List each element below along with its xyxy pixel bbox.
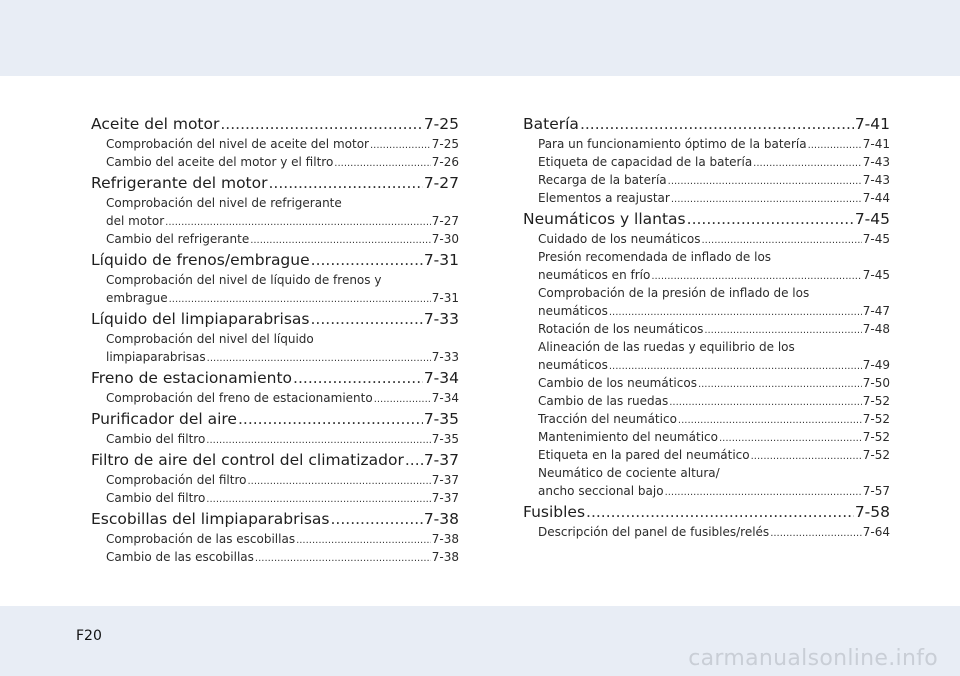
- toc-section-heading[interactable]: [91, 410, 459, 432]
- toc-entry-title: Cambio de las escobillas: [106, 550, 254, 564]
- toc-entry-text: Comprobación de la presión de inflado de los: [538, 286, 810, 300]
- toc-page-number: 7-45: [854, 210, 890, 228]
- toc-entry-title: neumáticos en frío: [538, 268, 651, 282]
- dot-leader: [702, 235, 862, 246]
- dot-leader: [678, 415, 862, 426]
- toc-entry-title: Comprobación del filtro: [106, 473, 247, 487]
- toc-page-number: 7-34: [423, 369, 459, 387]
- toc-entry-title: Mantenimiento del neumático: [538, 430, 718, 444]
- toc-entry-title: Cambio del filtro: [106, 491, 206, 505]
- toc-entry-title: del motor: [106, 214, 165, 228]
- toc-page-number: 7-45: [862, 232, 890, 246]
- toc-section-heading[interactable]: [91, 174, 459, 196]
- toc-page-number: 7-52: [862, 448, 890, 462]
- toc-page-number: 7-41: [862, 137, 890, 151]
- dot-leader: [698, 379, 862, 390]
- toc-entry-title: Freno de estacionamiento: [91, 369, 293, 387]
- dot-leader: [651, 271, 861, 282]
- toc-entry-title: ancho seccional bajo: [538, 484, 664, 498]
- dot-leader: [405, 451, 423, 469]
- toc-section-heading[interactable]: [91, 310, 459, 332]
- dot-leader: [207, 353, 431, 364]
- toc-section-heading[interactable]: [91, 369, 459, 391]
- toc-entry-title: Comprobación de las escobillas: [106, 532, 296, 546]
- dot-leader: [687, 210, 854, 228]
- toc-page-number: 7-41: [854, 115, 890, 133]
- toc-page-number: 7-38: [423, 510, 459, 528]
- toc-entry-title: Cuidado de los neumáticos: [538, 232, 701, 246]
- toc-entry-title: Elementos a reajustar: [538, 191, 670, 205]
- toc-page-number: 7-33: [423, 310, 459, 328]
- toc-entry[interactable]: [91, 550, 459, 568]
- dot-leader: [370, 140, 431, 151]
- toc-entry[interactable]: [523, 137, 890, 155]
- toc-page-number: 7-52: [862, 430, 890, 444]
- toc-entry-title: neumáticos: [538, 304, 608, 318]
- dot-leader: [311, 251, 423, 269]
- dot-leader: [206, 494, 430, 505]
- toc-entry[interactable]: [91, 291, 459, 309]
- toc-page-number: 7-58: [854, 503, 890, 521]
- dot-leader: [169, 294, 431, 305]
- toc-page-number: 7-47: [862, 304, 890, 318]
- toc-page-number: 7-43: [862, 173, 890, 187]
- toc-page-number: 7-33: [431, 350, 459, 364]
- toc-entry-title: Cambio de las ruedas: [538, 394, 669, 408]
- toc-entry-title: Cambio del aceite del motor y el filtro: [106, 155, 334, 169]
- toc-entry[interactable]: [523, 304, 890, 322]
- toc-page-number: 7-26: [431, 155, 459, 169]
- page-number: F20: [76, 628, 102, 644]
- toc-page-number: 7-49: [862, 358, 890, 372]
- dot-leader: [668, 176, 862, 187]
- toc-entry[interactable]: [91, 391, 459, 409]
- toc-entry[interactable]: [91, 232, 459, 250]
- dot-leader: [580, 115, 854, 133]
- toc-page-number: 7-31: [431, 291, 459, 305]
- toc-page-number: 7-35: [431, 432, 459, 446]
- toc-entry-title: Cambio de los neumáticos: [538, 376, 697, 390]
- toc-entry[interactable]: [91, 350, 459, 368]
- toc-entry-title: Filtro de aire del control del climatizador: [91, 451, 404, 469]
- toc-entry-title: Etiqueta de capacidad de la batería: [538, 155, 753, 169]
- toc-page-number: 7-27: [431, 214, 459, 228]
- toc-section-heading[interactable]: [91, 251, 459, 273]
- toc-entry-text: Presión recomendada de inflado de los: [538, 250, 772, 264]
- dot-leader: [330, 510, 422, 528]
- toc-entry[interactable]: [91, 473, 459, 491]
- toc-entry-title: embrague: [106, 291, 168, 305]
- toc-entry-title: Neumáticos y llantas: [523, 210, 686, 228]
- toc-section-heading[interactable]: [523, 115, 890, 137]
- toc-entry[interactable]: [523, 358, 890, 376]
- toc-entry-title: Descripción del panel de fusibles/relés: [538, 525, 770, 539]
- toc-entry-title: Cambio del refrigerante: [106, 232, 250, 246]
- dot-leader: [770, 528, 862, 539]
- toc-page-number: 7-30: [431, 232, 459, 246]
- toc-entry-title: Para un funcionamiento óptimo de la batería: [538, 137, 807, 151]
- dot-leader: [250, 235, 431, 246]
- toc-entry-title: Cambio del filtro: [106, 432, 206, 446]
- toc-entry-title: Líquido del limpiaparabrisas: [91, 310, 310, 328]
- toc-entry[interactable]: [523, 232, 890, 250]
- toc-page-number: 7-57: [862, 484, 890, 498]
- header-band: [0, 0, 960, 76]
- dot-leader: [268, 174, 422, 192]
- toc-page-number: 7-45: [862, 268, 890, 282]
- dot-leader: [719, 433, 862, 444]
- toc-entry-title: Comprobación del nivel de aceite del motor: [106, 137, 369, 151]
- toc-page-number: 7-52: [862, 394, 890, 408]
- toc-entry-title: Fusibles: [523, 503, 586, 521]
- toc-page-number: 7-44: [862, 191, 890, 205]
- dot-leader: [334, 158, 430, 169]
- dot-leader: [609, 361, 862, 372]
- toc-page-number: 7-25: [431, 137, 459, 151]
- dot-leader: [753, 158, 862, 169]
- dot-leader: [165, 217, 431, 228]
- toc-entry-title: Recarga de la batería: [538, 173, 667, 187]
- dot-leader: [296, 535, 431, 546]
- dot-leader: [586, 503, 854, 521]
- toc-section-heading[interactable]: [91, 451, 459, 473]
- dot-leader: [671, 194, 862, 205]
- toc-section-heading[interactable]: [91, 115, 459, 137]
- toc-page-number: 7-38: [431, 550, 459, 564]
- toc-page-number: 7-25: [423, 115, 459, 133]
- dot-leader: [311, 310, 423, 328]
- toc-entry-text: Comprobación del nivel de refrigerante: [106, 196, 342, 210]
- dot-leader: [374, 394, 431, 405]
- toc-entry[interactable]: [523, 268, 890, 286]
- toc-entry[interactable]: [523, 191, 890, 209]
- toc-entry-title: Escobillas del limpiaparabrisas: [91, 510, 330, 528]
- toc-page-number: 7-31: [423, 251, 459, 269]
- toc-entry[interactable]: [523, 376, 890, 394]
- toc-entry-title: Líquido de frenos/embrague: [91, 251, 310, 269]
- toc-section-heading[interactable]: [523, 210, 890, 232]
- toc-entry[interactable]: [523, 430, 890, 448]
- toc-entry[interactable]: [523, 448, 890, 466]
- toc-entry[interactable]: [523, 412, 890, 430]
- toc-page-number: 7-52: [862, 412, 890, 426]
- toc-column-right: [523, 114, 890, 543]
- toc-entry-title: Comprobación del freno de estacionamiento: [106, 391, 373, 405]
- toc-page-number: 7-50: [862, 376, 890, 390]
- toc-page-number: 7-37: [423, 451, 459, 469]
- dot-leader: [255, 553, 431, 564]
- toc-entry-title: Purificador del aire: [91, 410, 237, 428]
- dot-leader: [220, 115, 422, 133]
- dot-leader: [808, 140, 862, 151]
- dot-leader: [247, 476, 430, 487]
- dot-leader: [704, 325, 861, 336]
- dot-leader: [609, 307, 862, 318]
- watermark: carmanualsonline.info: [688, 646, 938, 671]
- toc-entry[interactable]: [523, 173, 890, 191]
- dot-leader: [665, 487, 862, 498]
- dot-leader: [293, 369, 423, 387]
- toc-entry[interactable]: [523, 155, 890, 173]
- toc-entry[interactable]: [523, 525, 890, 543]
- toc-section-heading[interactable]: [523, 503, 890, 525]
- toc-entry-title: Rotación de los neumáticos: [538, 322, 704, 336]
- toc-entry-text: Alineación de las ruedas y equilibrio de los: [538, 340, 795, 354]
- toc-entry-title: limpiaparabrisas: [106, 350, 206, 364]
- toc-page-number: 7-64: [862, 525, 890, 539]
- toc-entry-title: Tracción del neumático: [538, 412, 677, 426]
- toc-entry-title: Batería: [523, 115, 579, 133]
- toc-entry-text: Comprobación del nivel del líquido: [106, 332, 314, 346]
- toc-entry[interactable]: [91, 532, 459, 550]
- toc-entry-title: Aceite del motor: [91, 115, 220, 133]
- dot-leader: [751, 451, 862, 462]
- toc-entry[interactable]: [91, 137, 459, 155]
- toc-entry-title: Refrigerante del motor: [91, 174, 268, 192]
- toc-page-number: 7-37: [431, 473, 459, 487]
- toc-entry-text: Neumático de cociente altura/: [538, 466, 720, 480]
- toc-column-left: [91, 114, 459, 568]
- toc-section-heading[interactable]: [91, 510, 459, 532]
- toc-page-number: 7-34: [431, 391, 459, 405]
- dot-leader: [238, 410, 423, 428]
- toc-entry-title: Etiqueta en la pared del neumático: [538, 448, 750, 462]
- toc-page-number: 7-27: [423, 174, 459, 192]
- toc-entry[interactable]: [523, 394, 890, 412]
- toc-entry-title: neumáticos: [538, 358, 608, 372]
- toc-page-number: 7-48: [862, 322, 890, 336]
- toc-page-number: 7-35: [423, 410, 459, 428]
- toc-entry[interactable]: [91, 432, 459, 450]
- toc-page-number: 7-38: [431, 532, 459, 546]
- toc-entry[interactable]: [523, 484, 890, 502]
- toc-entry[interactable]: [523, 322, 890, 340]
- toc-page-number: 7-43: [862, 155, 890, 169]
- toc-entry[interactable]: [91, 491, 459, 509]
- toc-page-number: 7-37: [431, 491, 459, 505]
- toc-entry[interactable]: [91, 155, 459, 173]
- toc-entry-text: Comprobación del nivel de líquido de frenos y: [106, 273, 382, 287]
- dot-leader: [669, 397, 862, 408]
- dot-leader: [206, 435, 430, 446]
- toc-entry[interactable]: [91, 214, 459, 232]
